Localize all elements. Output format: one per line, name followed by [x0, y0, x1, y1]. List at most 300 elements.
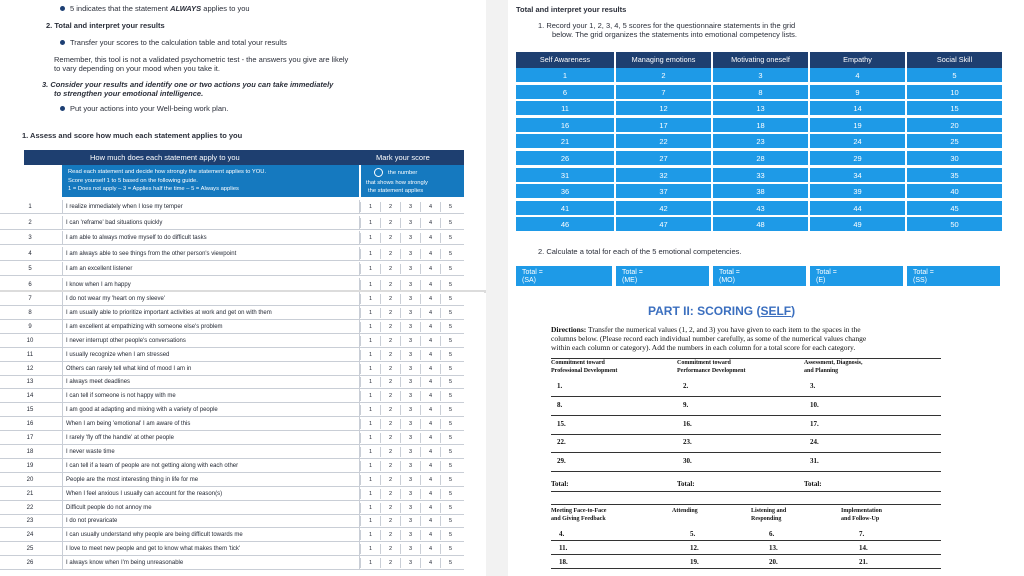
grid-cell[interactable]: 31: [516, 168, 616, 184]
rule-line: [551, 415, 941, 416]
score-options: [360, 391, 460, 401]
rule-line: [551, 452, 941, 453]
score-option[interactable]: 4: [420, 503, 440, 513]
score-options: [360, 433, 460, 443]
score-option[interactable]: 1: [360, 218, 380, 228]
score-option[interactable]: 3: [400, 364, 420, 374]
score-option[interactable]: 3: [400, 308, 420, 318]
grid-cell[interactable]: 44: [810, 201, 907, 217]
vertical-separator: [486, 0, 508, 576]
score-option[interactable]: 3: [400, 294, 420, 304]
score-option[interactable]: 1: [360, 516, 380, 526]
table-row: [0, 417, 464, 431]
score-option[interactable]: 2: [380, 280, 400, 290]
score-option[interactable]: 2: [380, 364, 400, 374]
score-option[interactable]: 2: [380, 294, 400, 304]
score-options: [360, 249, 460, 259]
grid-cell[interactable]: 5: [907, 68, 1004, 84]
scoring-item: 23.: [683, 438, 692, 447]
table-row: [0, 247, 464, 261]
score-option[interactable]: 1: [360, 558, 380, 568]
score-option[interactable]: 5: [440, 249, 460, 259]
grid-cell[interactable]: 33: [713, 168, 810, 184]
score-option[interactable]: 2: [380, 475, 400, 485]
scoring-item: 13.: [769, 544, 778, 552]
scoring-column-header: Responding: [751, 516, 782, 522]
total-label: Total =: [622, 269, 643, 276]
statement-text: I can tell if a team of people are not getting along with each other: [66, 462, 239, 469]
grid-cell[interactable]: 36: [516, 184, 616, 200]
score-option[interactable]: 1: [360, 364, 380, 374]
questionnaire-rows-top: [0, 198, 484, 292]
directions-label: Directions:: [551, 325, 587, 334]
column-divider: [62, 459, 63, 473]
score-option[interactable]: 4: [420, 433, 440, 443]
grid-cell[interactable]: 43: [713, 201, 810, 217]
score-option[interactable]: 4: [420, 558, 440, 568]
score-option[interactable]: 1: [360, 264, 380, 274]
score-option[interactable]: 4: [420, 364, 440, 374]
score-option[interactable]: 5: [440, 294, 460, 304]
score-option[interactable]: 3: [400, 447, 420, 457]
score-option[interactable]: 1: [360, 350, 380, 360]
score-option[interactable]: 3: [400, 544, 420, 554]
directions-line3: within each column or category). Add the numbers in each column for a total score for each category.: [551, 343, 856, 352]
grid-cell[interactable]: 9: [810, 85, 907, 101]
score-option[interactable]: 1: [360, 475, 380, 485]
statement-text: I love to meet new people and get to know what makes them 'tick': [66, 546, 241, 553]
step3-line1: [42, 80, 333, 89]
grid-cell[interactable]: 16: [516, 118, 616, 134]
score-option[interactable]: 4: [420, 294, 440, 304]
grid-cell[interactable]: 30: [907, 151, 1004, 167]
grid-title: Total and interpret your results: [516, 5, 627, 14]
table-row: [0, 389, 464, 403]
score-option[interactable]: 4: [420, 218, 440, 228]
score-option[interactable]: 1: [360, 405, 380, 415]
score-option[interactable]: 5: [440, 377, 460, 387]
score-option[interactable]: 4: [420, 475, 440, 485]
header-statement: How much does each statement apply to you: [90, 153, 240, 162]
score-options: [360, 377, 460, 387]
table-row: [0, 375, 464, 389]
rule-line: [551, 540, 941, 541]
grid-cell[interactable]: 21: [516, 134, 616, 150]
score-option[interactable]: 4: [420, 377, 440, 387]
score-option[interactable]: 2: [380, 433, 400, 443]
grid-cell[interactable]: 32: [616, 168, 713, 184]
score-options: [360, 516, 460, 526]
score-option[interactable]: 2: [380, 405, 400, 415]
score-option[interactable]: 3: [400, 264, 420, 274]
score-option[interactable]: 4: [420, 336, 440, 346]
score-option[interactable]: 3: [400, 405, 420, 415]
score-options: [360, 350, 460, 360]
score-option[interactable]: 3: [400, 377, 420, 387]
score-option[interactable]: 5: [440, 544, 460, 554]
score-option[interactable]: 2: [380, 419, 400, 429]
score-option[interactable]: 4: [420, 516, 440, 526]
statement-number: 17: [26, 435, 34, 441]
score-option[interactable]: 5: [440, 447, 460, 457]
score-option[interactable]: 1: [360, 336, 380, 346]
table-row: [0, 556, 464, 570]
table-row: [0, 262, 464, 276]
column-divider: [62, 542, 63, 556]
statement-text: I can 'reframe' bad situations quickly: [66, 219, 163, 226]
score-option[interactable]: 4: [420, 264, 440, 274]
grid-cell[interactable]: 18: [713, 118, 810, 134]
grid-cell[interactable]: 8: [713, 85, 810, 101]
grid-cell[interactable]: 1: [516, 68, 616, 84]
grid-cell[interactable]: 48: [713, 217, 810, 233]
statement-text: I realize immediately when I lose my temper: [66, 204, 183, 210]
score-option[interactable]: 2: [380, 308, 400, 318]
score-option[interactable]: 4: [420, 530, 440, 540]
total-cell[interactable]: [810, 266, 903, 286]
column-divider: [62, 417, 63, 431]
score-options: [360, 233, 460, 243]
score-option[interactable]: 2: [380, 544, 400, 554]
score-option[interactable]: 2: [380, 202, 400, 212]
grid-cell[interactable]: 42: [616, 201, 713, 217]
score-option[interactable]: 1: [360, 249, 380, 259]
score-option[interactable]: 1: [360, 489, 380, 499]
score-option[interactable]: 1: [360, 280, 380, 290]
mark-line3: the statement applies: [368, 188, 424, 194]
score-options: [360, 503, 460, 513]
statement-text: I never waste time: [66, 448, 115, 455]
score-option[interactable]: 5: [440, 489, 460, 499]
grid-cell[interactable]: 10: [907, 85, 1004, 101]
score-option[interactable]: 5: [440, 202, 460, 212]
score-option[interactable]: 3: [400, 249, 420, 259]
total-code: (E): [816, 277, 826, 284]
table-row: [0, 306, 464, 320]
score-option[interactable]: 2: [380, 377, 400, 387]
score-option[interactable]: 3: [400, 350, 420, 360]
score-option[interactable]: 3: [400, 202, 420, 212]
grid-cell[interactable]: 12: [616, 101, 713, 117]
grid-cell[interactable]: 23: [713, 134, 810, 150]
table-row: [0, 542, 464, 556]
score-option[interactable]: 4: [420, 249, 440, 259]
grid-cell[interactable]: 19: [810, 118, 907, 134]
score-option[interactable]: 5: [440, 558, 460, 568]
table-row: [0, 473, 464, 487]
grid-cell[interactable]: 45: [907, 201, 1004, 217]
score-option[interactable]: 4: [420, 308, 440, 318]
grid-cell[interactable]: 13: [713, 101, 810, 117]
step2-bullet: Transfer your scores to the calculation table and total your results: [70, 38, 287, 47]
grid-cell[interactable]: 11: [516, 101, 616, 117]
table-row: [0, 459, 464, 473]
score-option[interactable]: 3: [400, 433, 420, 443]
grid-cell[interactable]: 6: [516, 85, 616, 101]
column-divider: [62, 292, 63, 306]
grid-cell[interactable]: 40: [907, 184, 1004, 200]
scoring-item: 21.: [859, 558, 868, 566]
score-option[interactable]: 4: [420, 202, 440, 212]
score-option[interactable]: 2: [380, 503, 400, 513]
score-option[interactable]: 5: [440, 350, 460, 360]
grid-cell[interactable]: 4: [810, 68, 907, 84]
grid-cell[interactable]: 28: [713, 151, 810, 167]
score-option[interactable]: 2: [380, 489, 400, 499]
score-option[interactable]: 5: [440, 233, 460, 243]
statement-text: When I am being 'emotional' I am aware of this: [66, 421, 191, 428]
score-options: [360, 530, 460, 540]
scoring-group-1: [520, 356, 1024, 496]
grid-cell[interactable]: 26: [516, 151, 616, 167]
scoring-item: 12.: [690, 544, 699, 552]
score-option[interactable]: 1: [360, 233, 380, 243]
grid-cell[interactable]: 46: [516, 217, 616, 233]
statement-number: 11: [26, 351, 34, 358]
total-label: Total =: [816, 269, 837, 276]
score-option[interactable]: 4: [420, 391, 440, 401]
scoring-item: 10.: [810, 400, 819, 409]
total-cell[interactable]: [616, 266, 709, 286]
total-cell[interactable]: [516, 266, 612, 286]
score-option[interactable]: 5: [440, 461, 460, 471]
score-option[interactable]: 5: [440, 218, 460, 228]
score-option[interactable]: 3: [400, 516, 420, 526]
statement-text: I do not prevaricate: [66, 518, 118, 525]
score-option[interactable]: 1: [360, 419, 380, 429]
mark-line1: the number: [388, 170, 418, 176]
score-option[interactable]: 2: [380, 218, 400, 228]
total-code: (SA): [522, 277, 536, 284]
statement-text: I am good at adapting and mixing with a variety of people: [66, 407, 218, 414]
score-option[interactable]: 3: [400, 336, 420, 346]
score-option[interactable]: 2: [380, 530, 400, 540]
score-option[interactable]: 1: [360, 377, 380, 387]
scoring-item: 17.: [810, 419, 819, 428]
table-row: [0, 292, 464, 306]
score-option[interactable]: 1: [360, 308, 380, 318]
score-option[interactable]: 4: [420, 350, 440, 360]
grid-step1-line2: below. The grid organizes the statements into emotional competency lists.: [552, 30, 797, 39]
score-option[interactable]: 5: [440, 280, 460, 290]
score-option[interactable]: 5: [440, 475, 460, 485]
total-code: (SS): [913, 277, 927, 284]
scoring-column-header: Assessment, Diagnosis,: [804, 360, 863, 366]
grid-cell[interactable]: 29: [810, 151, 907, 167]
statement-number: 20: [26, 476, 34, 483]
score-option[interactable]: 2: [380, 461, 400, 471]
statement-text: I am an excellent listener: [66, 266, 133, 272]
statement-text: I always know when I'm being unreasonable: [66, 560, 184, 567]
score-option[interactable]: 5: [440, 433, 460, 443]
score-option[interactable]: 4: [420, 280, 440, 290]
score-option[interactable]: 1: [360, 447, 380, 457]
header-score: Mark your score: [376, 153, 430, 162]
statement-text: Others can rarely tell what kind of mood I am in: [66, 365, 192, 372]
score-options: [360, 461, 460, 471]
statement-number: 16: [26, 421, 34, 428]
grid-cell[interactable]: 50: [907, 217, 1004, 233]
score-options: [360, 294, 460, 304]
score-option[interactable]: 5: [440, 405, 460, 415]
score-option[interactable]: 3: [400, 489, 420, 499]
scoring-item: 14.: [859, 544, 868, 552]
scoring-group-2: [520, 504, 1024, 576]
score-option[interactable]: 4: [420, 544, 440, 554]
score-option[interactable]: 1: [360, 544, 380, 554]
grid-cell[interactable]: 39: [810, 184, 907, 200]
score-option[interactable]: 2: [380, 447, 400, 457]
grid-cell[interactable]: 49: [810, 217, 907, 233]
grid-cell[interactable]: 35: [907, 168, 1004, 184]
total-code: (ME): [622, 277, 638, 284]
statement-text: I usually recognize when I am stressed: [66, 351, 170, 358]
score-option[interactable]: 2: [380, 233, 400, 243]
scoring-item: 16.: [683, 419, 692, 428]
score-option[interactable]: 2: [380, 391, 400, 401]
grid-cell[interactable]: 14: [810, 101, 907, 117]
grid-cell[interactable]: 15: [907, 101, 1004, 117]
grid-cell[interactable]: 17: [616, 118, 713, 134]
grid-cell[interactable]: 24: [810, 134, 907, 150]
step3-line1-text: 3. Consider your results and identify one or two actions you can take immediately: [42, 80, 334, 89]
statement-number: 19: [26, 462, 34, 469]
score-option[interactable]: 1: [360, 294, 380, 304]
column-divider: [62, 216, 63, 230]
scoring-column-header: Commitment toward: [551, 360, 605, 366]
score-option[interactable]: 3: [400, 391, 420, 401]
rule-line: [551, 396, 941, 397]
total-cell[interactable]: [907, 266, 1000, 286]
score-option[interactable]: 4: [420, 233, 440, 243]
statement-text: I can tell if someone is not happy with me: [66, 393, 176, 400]
score-option[interactable]: 3: [400, 280, 420, 290]
score-option[interactable]: 3: [400, 503, 420, 513]
scoring-column-header: Attending: [672, 508, 698, 514]
score-option[interactable]: 5: [440, 391, 460, 401]
grid-cell[interactable]: 3: [713, 68, 810, 84]
score-option[interactable]: 4: [420, 461, 440, 471]
scoring-item: 31.: [810, 457, 819, 466]
score-option[interactable]: 1: [360, 530, 380, 540]
score-option[interactable]: 4: [420, 489, 440, 499]
score-option[interactable]: 1: [360, 202, 380, 212]
score-option[interactable]: 3: [400, 218, 420, 228]
score-option[interactable]: 2: [380, 322, 400, 332]
rule-line: [551, 358, 941, 359]
score-option[interactable]: 2: [380, 249, 400, 259]
grid-cell[interactable]: 2: [616, 68, 713, 84]
score-option[interactable]: 2: [380, 558, 400, 568]
table-row: [0, 348, 464, 362]
instructions-panel: [0, 0, 484, 292]
scoring-column-header: Meeting Face-to-Face: [551, 508, 607, 514]
grid-cell[interactable]: 20: [907, 118, 1004, 134]
score-option[interactable]: 2: [380, 336, 400, 346]
score-option[interactable]: 5: [440, 419, 460, 429]
circle-icon: [374, 168, 383, 177]
table-row: [0, 501, 464, 515]
results-grid-panel: [508, 0, 1024, 296]
score-option[interactable]: 5: [440, 264, 460, 274]
score-option[interactable]: 3: [400, 530, 420, 540]
score-option[interactable]: 5: [440, 503, 460, 513]
grid-cell[interactable]: 34: [810, 168, 907, 184]
step1-bullet-em: ALWAYS: [170, 4, 202, 13]
grid-cell[interactable]: 27: [616, 151, 713, 167]
competency-grid: [516, 52, 1016, 236]
score-options: [360, 280, 460, 290]
total-label: Total =: [913, 269, 934, 276]
score-option[interactable]: 4: [420, 405, 440, 415]
scoring-column-header: Listening and: [751, 508, 787, 514]
score-option[interactable]: 2: [380, 516, 400, 526]
total-code: (MO): [719, 277, 735, 284]
score-option[interactable]: 3: [400, 475, 420, 485]
statement-number: 23: [26, 518, 34, 525]
score-option[interactable]: 3: [400, 419, 420, 429]
score-option[interactable]: 1: [360, 322, 380, 332]
grid-cell[interactable]: 47: [616, 217, 713, 233]
statement-text: I am able to always motive myself to do difficult tasks: [66, 235, 207, 241]
grid-cell[interactable]: 22: [616, 134, 713, 150]
grid-cell[interactable]: 38: [713, 184, 810, 200]
grid-cell[interactable]: 41: [516, 201, 616, 217]
score-option[interactable]: 3: [400, 322, 420, 332]
step1-bullet-suffix: applies to you: [201, 4, 250, 13]
scoring-item: 29.: [557, 457, 566, 466]
score-option[interactable]: 5: [440, 308, 460, 318]
statement-text: I am excellent at empathizing with someone else's problem: [66, 323, 223, 330]
grid-cell[interactable]: 7: [616, 85, 713, 101]
score-option[interactable]: 1: [360, 433, 380, 443]
score-option[interactable]: 5: [440, 322, 460, 332]
statement-number: 22: [26, 504, 34, 511]
bullet-icon: [60, 106, 65, 111]
score-option[interactable]: 5: [440, 336, 460, 346]
score-option[interactable]: 3: [400, 461, 420, 471]
score-option[interactable]: 2: [380, 264, 400, 274]
score-option[interactable]: 3: [400, 233, 420, 243]
score-option[interactable]: 4: [420, 322, 440, 332]
grid-cell[interactable]: 37: [616, 184, 713, 200]
score-option[interactable]: 1: [360, 503, 380, 513]
score-option[interactable]: 4: [420, 447, 440, 457]
score-option[interactable]: 5: [440, 364, 460, 374]
total-cell[interactable]: [713, 266, 806, 286]
scoring-title-link[interactable]: SELF: [760, 304, 792, 318]
step1-heading: 1. Assess and score how much each statement applies to you: [22, 131, 243, 140]
score-option[interactable]: 5: [440, 516, 460, 526]
score-options: [360, 489, 460, 499]
scoring-column-header: Commitment toward: [677, 360, 731, 366]
grid-header: Social Skill: [907, 52, 1004, 68]
totals-row: [516, 266, 1016, 290]
score-option[interactable]: 1: [360, 391, 380, 401]
column-divider: [62, 247, 63, 261]
score-option[interactable]: 5: [440, 530, 460, 540]
score-option[interactable]: 1: [360, 461, 380, 471]
column-divider: [62, 362, 63, 376]
score-option[interactable]: 3: [400, 558, 420, 568]
grid-cell[interactable]: 25: [907, 134, 1004, 150]
score-option[interactable]: 4: [420, 419, 440, 429]
rule-line: [551, 504, 941, 505]
grid-header: Self Awareness: [516, 52, 616, 68]
table-row: [0, 320, 464, 334]
score-option[interactable]: 2: [380, 350, 400, 360]
statement-number: 13: [26, 379, 34, 386]
